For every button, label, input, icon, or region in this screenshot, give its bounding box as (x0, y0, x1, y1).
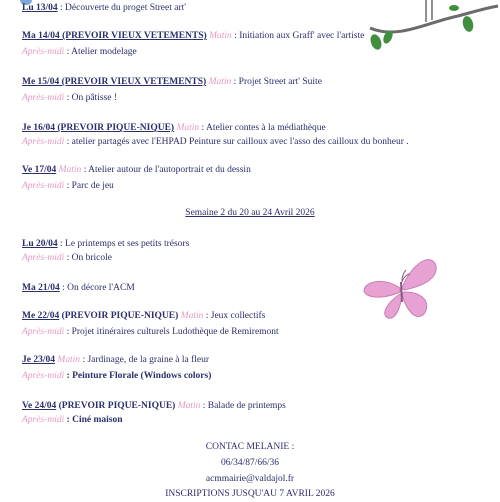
activity-text: : Atelier modelage (64, 47, 137, 57)
week-heading: Semaine 2 du 20 au 24 Avril 2026 (185, 208, 315, 218)
activity-text: : On pâtisse ! (64, 93, 117, 103)
schedule-line (22, 122, 326, 134)
slot-label: Après-midi (22, 93, 65, 103)
day-label: Ve 24/04 (22, 401, 57, 411)
schedule-line (22, 282, 135, 294)
activity-text: : Découverte du proget Street art' (57, 3, 186, 13)
activity-text: : Atelier contes à la médiathèque (199, 123, 326, 133)
day-label: Ve 17/04 (22, 165, 57, 175)
schedule-line (22, 310, 265, 322)
schedule-line (22, 400, 286, 412)
slot-label: Après-midi (22, 47, 65, 57)
slot-label: Après-midi (22, 181, 65, 191)
schedule-line (22, 414, 123, 426)
activity-text: : Initiation aux Graff' avec l'artiste (231, 31, 365, 41)
schedule-line (22, 30, 364, 42)
schedule-line (22, 2, 186, 14)
branch-illustration (368, 0, 500, 60)
activity-text: : Atelier autour de l'autoportrait et du dessin (81, 165, 251, 175)
inscriptions-deadline: INSCRIPTIONS JUSQU'AU 7 AVRIL 2026 (165, 489, 335, 499)
slot-label: Matin (56, 165, 82, 175)
activity-text: : atelier partagés avec l'EHPAD Peinture sur cailloux avec l'asso des cailloux du bonheur . (64, 137, 409, 147)
day-label: Me 22/04 (22, 311, 60, 321)
day-label: Je 23/04 (22, 355, 55, 365)
slot-label: Après-midi (22, 371, 65, 381)
activity-text: : Projet Street art' Suite (231, 77, 322, 87)
slot-label: Matin (174, 123, 200, 133)
butterfly-illustration (362, 252, 440, 324)
slot-label: Après-midi (22, 415, 65, 425)
contact-phone: 06/34/87/66/36 (220, 458, 280, 468)
activity-text: : Peinture Florale (Windows colors) (64, 371, 212, 381)
activity-text: : Jardinage, de la graine à la fleur (80, 355, 210, 365)
schedule-line (22, 92, 117, 104)
activity-text: : Jeux collectifs (203, 311, 266, 321)
day-label: Lu 13/04 (22, 3, 58, 13)
activity-text: : On décore l'ACM (59, 283, 135, 293)
schedule-line (22, 370, 211, 382)
slot-label: Matin (206, 31, 232, 41)
day-label: Ma 14/04 (PREVOIR VIEUX VETEMENTS) (22, 31, 207, 41)
activity-text: : Parc de jeu (64, 181, 114, 191)
day-label: Lu 20/04 (22, 239, 58, 249)
activity-text: : Projet itinéraires culturels Ludothèque de Remiremont (64, 327, 279, 337)
schedule-line (22, 238, 189, 250)
activity-text: : On bricole (64, 253, 112, 263)
day-note: (PREVOIR PIQUE-NIQUE) (56, 401, 176, 411)
day-label: Ma 21/04 (22, 283, 60, 293)
slot-label: Matin (175, 401, 201, 411)
slot-label: Matin (206, 77, 232, 87)
slot-label: Matin (54, 355, 81, 365)
contact-email[interactable]: acmmairie@valdajol.fr (205, 474, 295, 484)
day-label: Me 15/04 (PREVOIR VIEUX VETEMENTS) (22, 77, 207, 87)
schedule-line (22, 326, 279, 338)
day-label: Je 16/04 (PREVOIR PIQUE-NIQUE) (22, 123, 175, 133)
slot-label: Après-midi (22, 327, 65, 337)
schedule-line (22, 354, 209, 366)
schedule-line (22, 164, 251, 176)
activity-text: : Le printemps et ses petits trésors (57, 239, 190, 249)
slot-label: Après-midi (22, 253, 65, 263)
schedule-line (22, 136, 409, 148)
schedule-line (22, 252, 112, 264)
slot-label: Matin (178, 311, 204, 321)
contact-title: CONTAC MELANIE : (205, 442, 295, 452)
slot-label: Après-midi (22, 137, 65, 147)
schedule-line (22, 180, 114, 192)
activity-text: : Ciné maison (64, 415, 123, 425)
schedule-line (22, 46, 137, 58)
activity-text: : Balade de printemps (200, 401, 286, 411)
schedule-line (22, 76, 322, 88)
day-note: (PREVOIR PIQUE-NIQUE) (59, 311, 179, 321)
